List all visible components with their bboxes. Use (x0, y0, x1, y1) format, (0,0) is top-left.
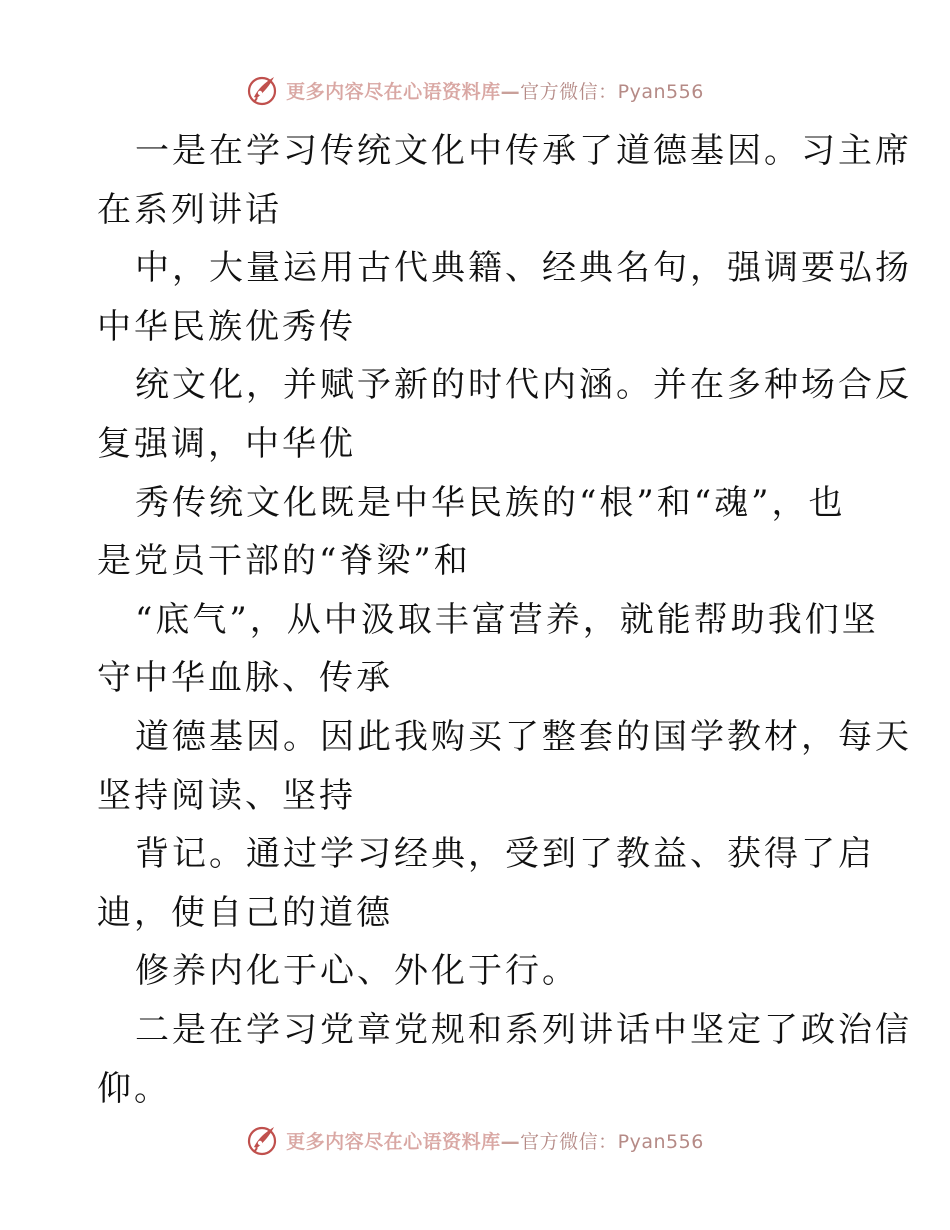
document-body (97, 122, 912, 1118)
text-line: “底气”，从中汲取丰富营养，就能帮助我们坚 (135, 599, 879, 640)
text-line: 道德基因。因此我购买了整套的国学教材，每天 (135, 716, 912, 757)
text-line: 迪，使自己的道德 (97, 892, 393, 933)
text-line: 中，大量运用古代典籍、经典名句，强调要弘扬 (135, 248, 912, 289)
text-line: 在系列讲话 (97, 189, 282, 230)
text-line: 修养内化于心、外化于行。 (135, 951, 579, 992)
text-line: 一是在学习传统文化中传承了道德基因。习主席 (135, 131, 912, 171)
watermark-brand: 更多内容尽在心语资料库 (286, 80, 501, 103)
watermark-contact: 官方微信：Pyan556 (520, 80, 704, 103)
footer-watermark (0, 1120, 950, 1160)
text-line: 守中华血脉、传承 (97, 658, 393, 699)
watermark-brand: 更多内容尽在心语资料库 (286, 1130, 501, 1153)
text-line: 复强调，中华优 (97, 423, 356, 464)
quill-pen-logo-icon (246, 1123, 280, 1157)
text-line: 二是在学习党章党规和系列讲话中坚定了政治信 (135, 1009, 912, 1050)
text-line: 中华民族优秀传 (97, 306, 356, 347)
text-line: 统文化，并赋予新的时代内涵。并在多种场合反 (135, 365, 912, 406)
watermark-text (286, 1127, 704, 1154)
watermark-text (286, 77, 704, 104)
text-line: 秀传统文化既是中华民族的“根”和“魂”，也 (135, 482, 846, 523)
text-line: 坚持阅读、坚持 (97, 775, 356, 816)
watermark-separator: — (500, 1130, 521, 1153)
watermark-contact: 官方微信：Pyan556 (520, 1130, 704, 1153)
text-line: 仰。 (97, 1068, 171, 1109)
text-line: 背记。通过学习经典，受到了教益、获得了启 (135, 834, 875, 875)
watermark-separator: — (500, 80, 521, 103)
quill-pen-logo-icon (246, 73, 280, 107)
header-watermark (0, 70, 950, 110)
text-line: 是党员干部的“脊梁”和 (97, 541, 471, 582)
